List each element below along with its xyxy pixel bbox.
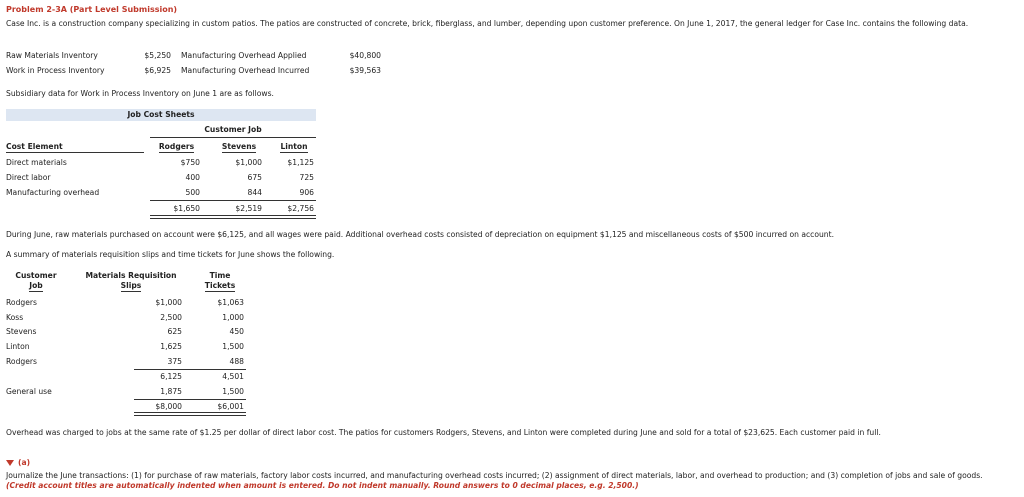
cell: 906	[299, 188, 314, 197]
req-row-mat: 1,625	[160, 342, 182, 351]
cell: 675	[247, 173, 262, 182]
total-cell: $2,756	[287, 204, 314, 213]
req-row-job: Rodgers	[6, 357, 37, 366]
req-subtotal-time: 4,501	[222, 372, 244, 381]
req-row-time: 1,000	[222, 313, 244, 322]
subtotal-rule	[150, 200, 316, 201]
req-row-job: Koss	[6, 313, 24, 322]
intro-paragraph: Case Inc. is a construction company specializing in custom patios. The patios are constructed of concrete, brick, fiberglass, and lumber, depending upon customer preference. On June 1, 2017, the general ledger for Case Inc. contains the following data.	[6, 19, 969, 28]
part-a-label: (a)	[18, 458, 31, 467]
req-total-rule	[134, 399, 246, 400]
part-a-note: (Credit account titles are automatically indented when amount is entered. Do not indent manually. Round answers to 0 decimal places, e.g. 2,500.)	[6, 481, 639, 490]
req-row-time: 1,500	[222, 342, 244, 351]
job-cost-sheets-header: Job Cost Sheets	[6, 109, 316, 121]
cell: $1,125	[287, 158, 314, 167]
col-linton: Linton	[280, 142, 308, 151]
customer-job-rule	[150, 137, 316, 138]
col-stevens: Stevens	[221, 142, 257, 151]
req-row-job: Rodgers	[6, 298, 37, 307]
cost-element-header: Cost Element	[6, 142, 63, 151]
june-text: During June, raw materials purchased on account were $6,125, and all wages were paid. Additional overhead costs consisted of depreciation on equipment $1,125 and miscellaneous costs of $500 incurred on account.	[6, 230, 834, 239]
time-tickets-col-header: Time Tickets	[204, 271, 236, 290]
materials-req-col-header: Materials Requisition Slips	[85, 271, 177, 290]
problem-title: Problem 2-3A (Part Level Submission)	[6, 5, 178, 14]
req-total-mat: $8,000	[155, 402, 182, 411]
summary-text: A summary of materials requisition slips and time tickets for June shows the following.	[6, 250, 335, 259]
row-label: Direct labor	[6, 173, 51, 182]
total-cell: $2,519	[235, 204, 262, 213]
req-row-mat: $1,000	[155, 298, 182, 307]
req-row-time: 450	[229, 327, 244, 336]
total-cell: $1,650	[173, 204, 200, 213]
req-total-time: $6,001	[217, 402, 244, 411]
customer-job-col-header: Customer Job	[15, 271, 57, 290]
req-subtotal-rule	[134, 369, 246, 370]
cell: $750	[180, 158, 200, 167]
subsidiary-text: Subsidiary data for Work in Process Inventory on June 1 are as follows.	[6, 89, 274, 98]
part-a-instruction: Journalize the June transactions: (1) for purchase of raw materials, factory labor costs incurred, and manufacturing overhead costs incurred; (2) assignment of direct materials, labor, and overhead to production; and (3) completion of jobs and sale of goods. (Credit account titles are automatically indented when amount is entered. Do not indent manually. Round answers to 0 decimal places, e.g. 2,500.)	[6, 471, 983, 490]
cell: $1,000	[235, 158, 262, 167]
cost-element-rule	[6, 152, 144, 153]
moh-applied-value: $40,800	[349, 51, 381, 60]
req-row-time: $1,063	[217, 298, 244, 307]
req-general-mat: 1,875	[160, 387, 182, 396]
moh-applied-label: Manufacturing Overhead Applied	[181, 51, 307, 60]
wip-label: Work in Process Inventory	[6, 66, 105, 75]
part-a-toggle[interactable]	[6, 458, 30, 467]
req-row-mat: 2,500	[160, 313, 182, 322]
cell: 725	[299, 173, 314, 182]
req-row-time: 488	[229, 357, 244, 366]
wip-value: $6,925	[144, 66, 171, 75]
cell: 400	[185, 173, 200, 182]
cell: 500	[185, 188, 200, 197]
raw-materials-label: Raw Materials Inventory	[6, 51, 98, 60]
cell: 844	[247, 188, 262, 197]
moh-incurred-value: $39,563	[349, 66, 381, 75]
row-label: Direct materials	[6, 158, 67, 167]
raw-materials-value: $5,250	[144, 51, 171, 60]
col-rodgers: Rodgers	[158, 142, 195, 151]
customer-job-header: Customer Job	[204, 125, 262, 134]
total-double-rule	[150, 215, 316, 219]
row-label: Manufacturing overhead	[6, 188, 100, 197]
req-row-mat: 625	[167, 327, 182, 336]
req-subtotal-mat: 6,125	[160, 372, 182, 381]
overhead-text: Overhead was charged to jobs at the same rate of $1.25 per dollar of direct labor cost. The patios for customers Rodgers, Stevens, and Linton were completed during June and sold for a total of $23,625. Each customer paid in full.	[6, 428, 881, 437]
chevron-down-icon	[6, 460, 14, 466]
req-row-job: Stevens	[6, 327, 37, 336]
req-general-job: General use	[6, 387, 52, 396]
moh-incurred-label: Manufacturing Overhead Incurred	[181, 66, 310, 75]
req-row-job: Linton	[6, 342, 30, 351]
req-general-time: 1,500	[222, 387, 244, 396]
req-row-mat: 375	[167, 357, 182, 366]
req-total-double-rule	[134, 412, 246, 416]
